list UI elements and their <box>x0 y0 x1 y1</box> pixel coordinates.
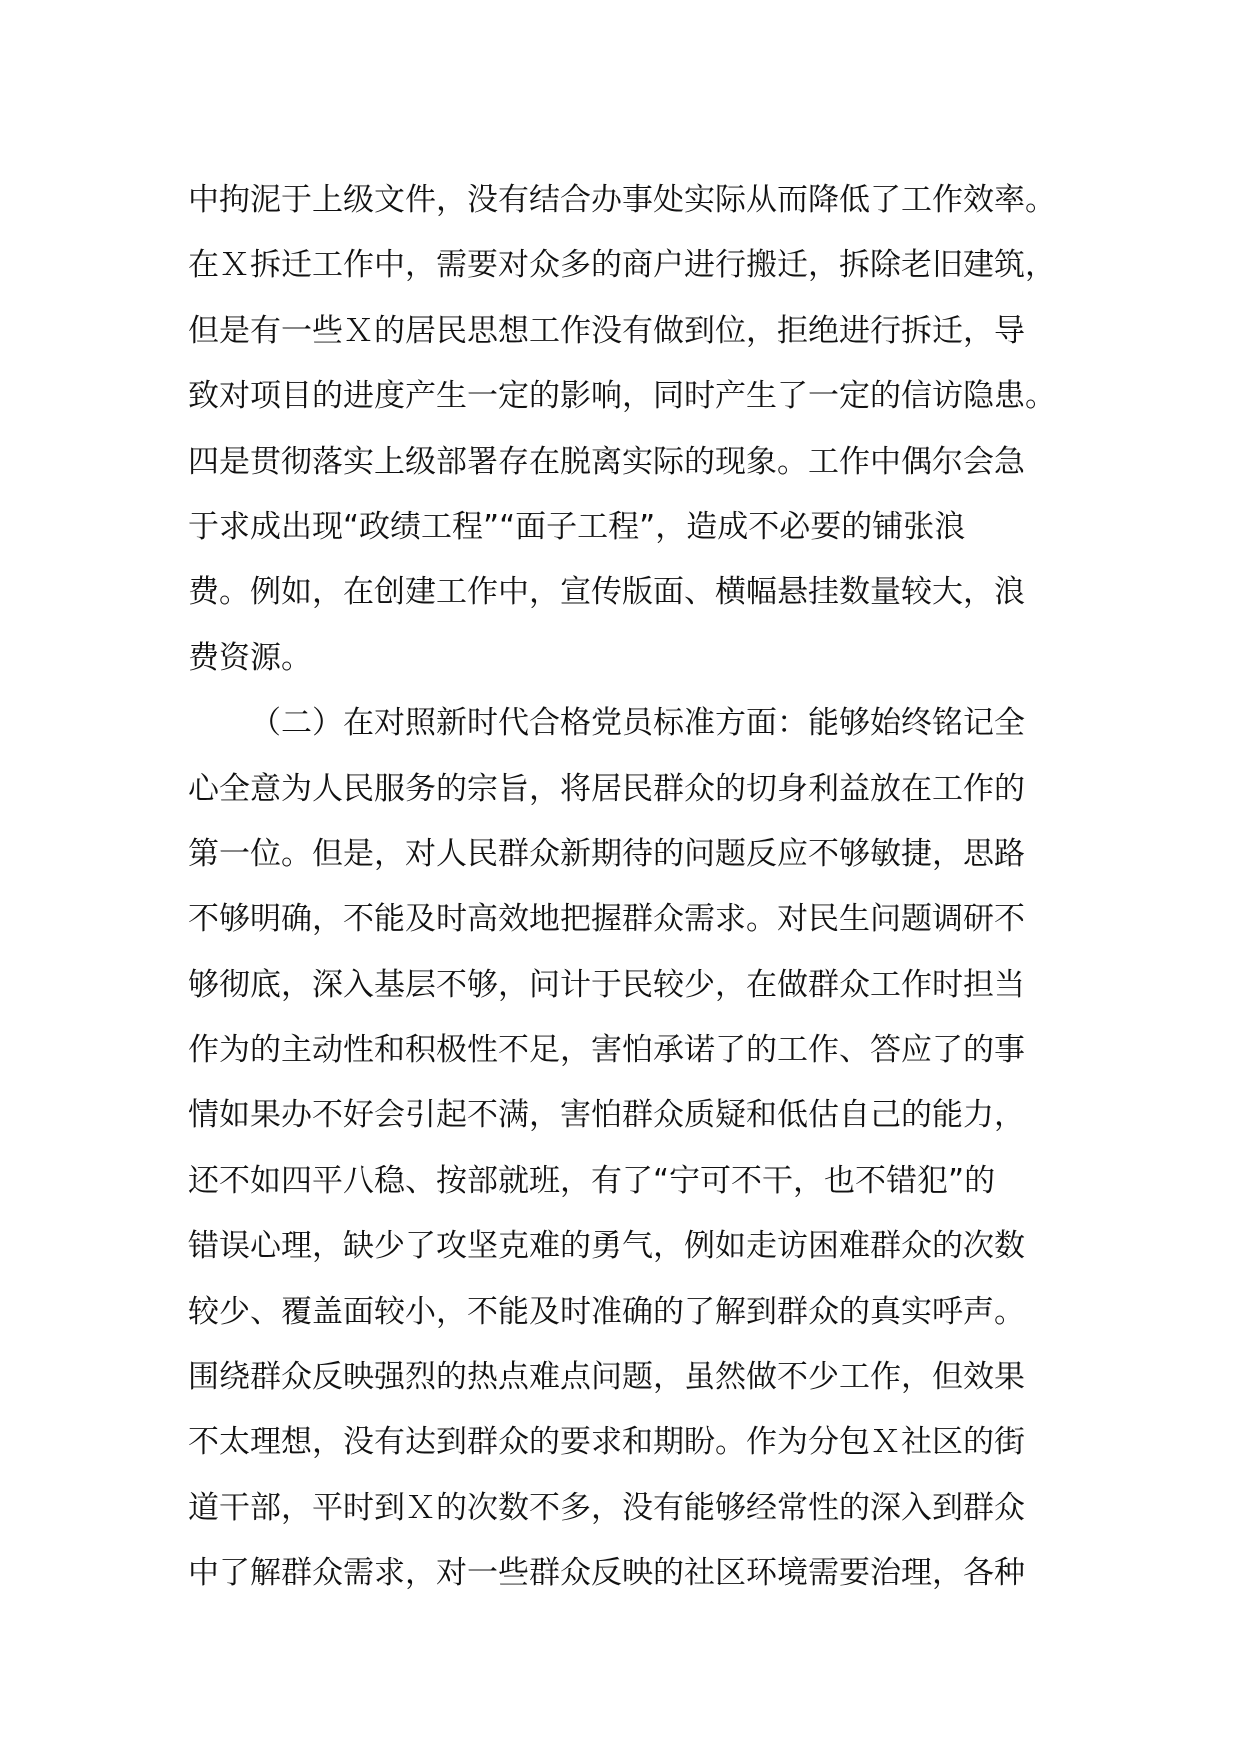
text-line: 围绕群众反映强烈的热点难点问题，虽然做不少工作，但效果 <box>188 1359 1025 1396</box>
text-line: 在Ｘ拆迁工作中，需要对众多的商户进行搬迁，拆除老旧建筑， <box>188 247 1056 284</box>
text-line: 四是贯彻落实上级部署存在脱离实际的现象。工作中偶尔会急 <box>188 443 1025 480</box>
text-line: 但是有一些Ｘ的居民思想工作没有做到位，拒绝进行拆迁，导 <box>188 312 1025 349</box>
text-line: 够彻底，深入基层不够，问计于民较少，在做群众工作时担当 <box>188 966 1025 1003</box>
text-line: 不太理想，没有达到群众的要求和期盼。作为分包Ｘ社区的街 <box>188 1424 1025 1461</box>
text-line: 心全意为人民服务的宗旨，将居民群众的切身利益放在工作的 <box>188 770 1025 807</box>
text-line: 较少、覆盖面较小，不能及时准确的了解到群众的真实呼声。 <box>188 1293 1025 1330</box>
text-line: 中拘泥于上级文件，没有结合办事处实际从而降低了工作效率。 <box>188 182 1056 218</box>
text-line: 情如果办不好会引起不满，害怕群众质疑和低估自己的能力， <box>188 1097 1025 1134</box>
text-line: 费。例如，在创建工作中，宣传版面、横幅悬挂数量较大，浪 <box>188 574 1025 611</box>
text-line: 道干部，平时到Ｘ的次数不多，没有能够经常性的深入到群众 <box>188 1489 1025 1526</box>
text-line: 错误心理，缺少了攻坚克难的勇气，例如走访困难群众的次数 <box>188 1228 1025 1265</box>
text-line: 作为的主动性和积极性不足，害怕承诺了的工作、答应了的事 <box>188 1032 1025 1069</box>
text-line: 费资源。 <box>188 639 312 676</box>
text-line: 于求成出现“政绩工程”“面子工程”，造成不必要的铺张浪 <box>188 508 966 545</box>
body-text <box>188 168 1088 1607</box>
text-line: 致对项目的进度产生一定的影响，同时产生了一定的信访隐患。 <box>188 378 1056 415</box>
section-heading-line: （二）在对照新时代合格党员标准方面：能够始终铭记全 <box>250 705 1025 742</box>
text-line: 第一位。但是，对人民群众新期待的问题反应不够敏捷，思路 <box>188 835 1025 872</box>
text-line: 还不如四平八稳、按部就班，有了“宁可不干，也不错犯”的 <box>188 1162 996 1199</box>
text-line: 中了解群众需求，对一些群众反映的社区环境需要治理，各种 <box>188 1555 1025 1592</box>
text-line: 不够明确，不能及时高效地把握群众需求。对民生问题调研不 <box>188 901 1025 938</box>
